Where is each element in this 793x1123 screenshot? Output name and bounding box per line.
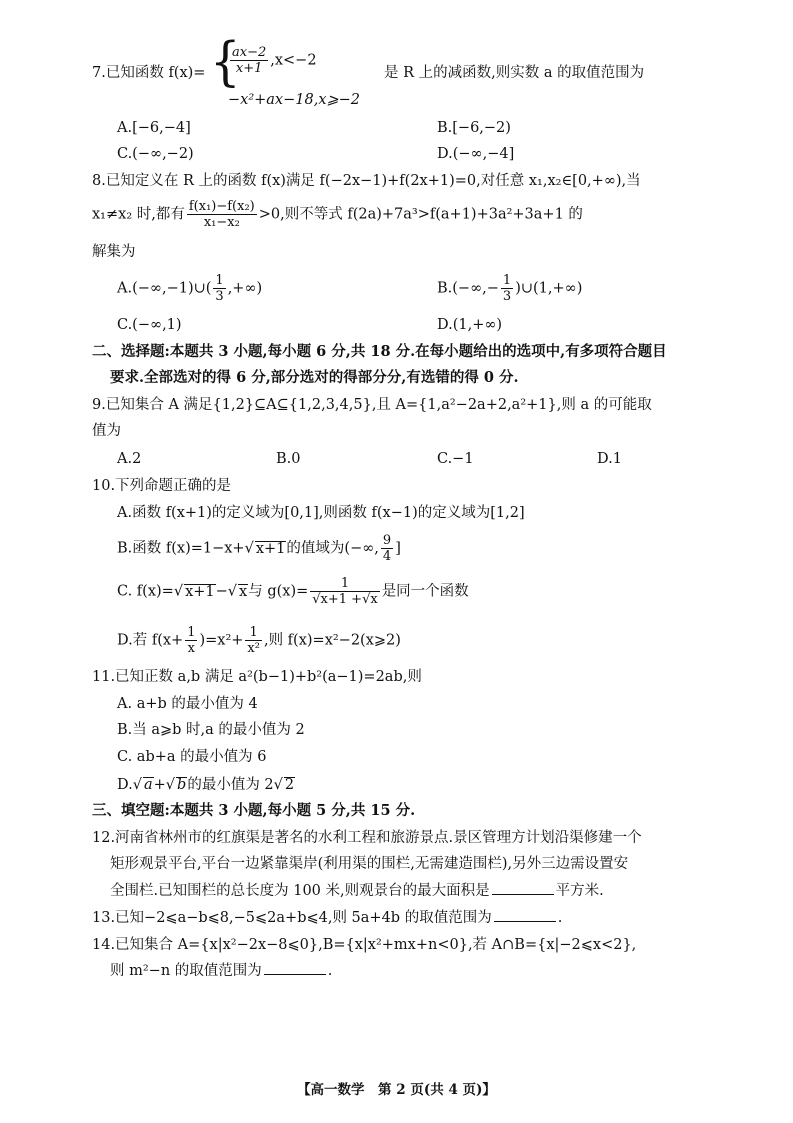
q12-answer-blank xyxy=(492,893,554,895)
section2-heading-line1: 二、选择题:本题共 3 小题,每小题 6 分,共 18 分.在每小题给出的选项中,有多项符合题目 xyxy=(92,343,667,360)
q9-line1: 9.已知集合 A 满足{1,2}⊆A⊆{1,2,3,4,5},且 A={1,a²−2a+2,a²+1},则 a 的可能取 xyxy=(92,397,652,413)
q8-line2: x₁≠x₂ 时,都有 $\frac{\text{f(x₁)−f(x₂)}}{\text{x₁−x₂}}$ >0,则不等式 f(2a)+7a³>f(a+1)+3a²+3a+1 的 xyxy=(92,199,583,230)
q7-option-b: B.[−6,−2) xyxy=(437,120,511,136)
q7-option-c: C.(−∞,−2) xyxy=(117,146,194,162)
q12-line2: 矩形观景平台,平台一边紧靠渠岸(利用渠的围栏,无需建造围栏),另外三边需设置安 xyxy=(110,856,629,872)
q8-option-a: A.(−∞,−1)∪( $\frac{1}{3}$ ,+∞) xyxy=(117,273,263,304)
q9-option-c: C.−1 xyxy=(437,451,474,467)
page-footer: 【高一数学 第 2 页(共 4 页)】 xyxy=(297,1082,496,1098)
q8-option-b: B.(−∞,− $\frac{1}{3}$ )∪(1,+∞) xyxy=(437,273,583,304)
q11-option-b: B.当 a⩾b 时,a 的最小值为 2 xyxy=(117,722,305,738)
q9-option-a: A.2 xyxy=(117,451,142,467)
section3-heading: 三、填空题:本题共 3 小题,每小题 5 分,共 15 分. xyxy=(92,802,416,819)
q10-option-b: B.函数 f(x)=1−x+√ x+1的值域为(−∞, $\frac{9}{4}$ ] xyxy=(117,533,401,564)
q7-piece1: $\frac{ax-2}{x+1}$ ,x<−2 xyxy=(232,45,317,76)
piecewise-brace: { xyxy=(210,31,241,93)
q7-stem-prefix: 7.已知函数 f(x)= xyxy=(92,65,206,81)
q10-stem: 10.下列命题正确的是 xyxy=(92,478,232,494)
q9-line2: 值为 xyxy=(92,423,121,439)
q11-option-c: C. ab+a 的最小值为 6 xyxy=(117,749,267,765)
q8-line3: 解集为 xyxy=(92,244,136,260)
q7-stem-suffix: 是 R 上的减函数,则实数 a 的取值范围为 xyxy=(384,65,645,81)
q7-piece2: −x²+ax−18,x⩾−2 xyxy=(228,92,361,108)
q8-option-d: D.(1,+∞) xyxy=(437,317,503,333)
q10-option-c: C. f(x)=√ x+1−√ x与 g(x)= $\frac{1}{√x+1 +√x}$ 是同一个函数 xyxy=(117,576,469,607)
q12-line1: 12.河南省林州市的红旗渠是著名的水利工程和旅游景点.景区管理方计划沿渠修建一个 xyxy=(92,830,642,846)
q14-line2: 则 m²−n 的取值范围为 . xyxy=(110,963,333,979)
q8-option-c: C.(−∞,1) xyxy=(117,317,182,333)
q12-line3: 全围栏.已知围栏的总长度为 100 米,则观景台的最大面积是 平方米. xyxy=(110,883,604,899)
q7-option-d: D.(−∞,−4] xyxy=(437,146,515,162)
q10-option-d: D.若 f(x+ $\frac{1}{x}$ )=x²+ $\frac{1}{\text{x²}}$ ,则 f(x)=x²−2(x⩾2) xyxy=(117,625,401,656)
section2-heading-line2: 要求.全部选对的得 6 分,部分选对的得部分分,有选错的得 0 分. xyxy=(110,369,519,386)
q8-line1: 8.已知定义在 R 上的函数 f(x)满足 f(−2x−1)+f(2x+1)=0,对任意 x₁,x₂∈[0,+∞),当 xyxy=(92,173,641,189)
q13-line1: 13.已知−2⩽a−b⩽8,−5⩽2a+b⩽4,则 5a+4b 的取值范围为 . xyxy=(92,910,563,926)
q11-stem: 11.已知正数 a,b 满足 a²(b−1)+b²(a−1)=2ab,则 xyxy=(92,669,422,685)
q9-option-b: B.0 xyxy=(276,451,301,467)
q13-answer-blank xyxy=(494,920,556,922)
q7-option-a: A.[−6,−4] xyxy=(117,120,191,136)
q11-option-a: A. a+b 的最小值为 4 xyxy=(117,696,258,712)
q11-option-d: D.√ a+√ b的最小值为 2√ 2 xyxy=(117,777,295,793)
q14-line1: 14.已知集合 A={x|x²−2x−8⩽0},B={x|x²+mx+n<0},若 A∩B={x|−2⩽x<2}, xyxy=(92,937,637,953)
q10-option-a: A.函数 f(x+1)的定义域为[0,1],则函数 f(x−1)的定义域为[1,2] xyxy=(117,505,525,521)
q9-option-d: D.1 xyxy=(597,451,622,467)
q14-answer-blank xyxy=(264,973,326,975)
